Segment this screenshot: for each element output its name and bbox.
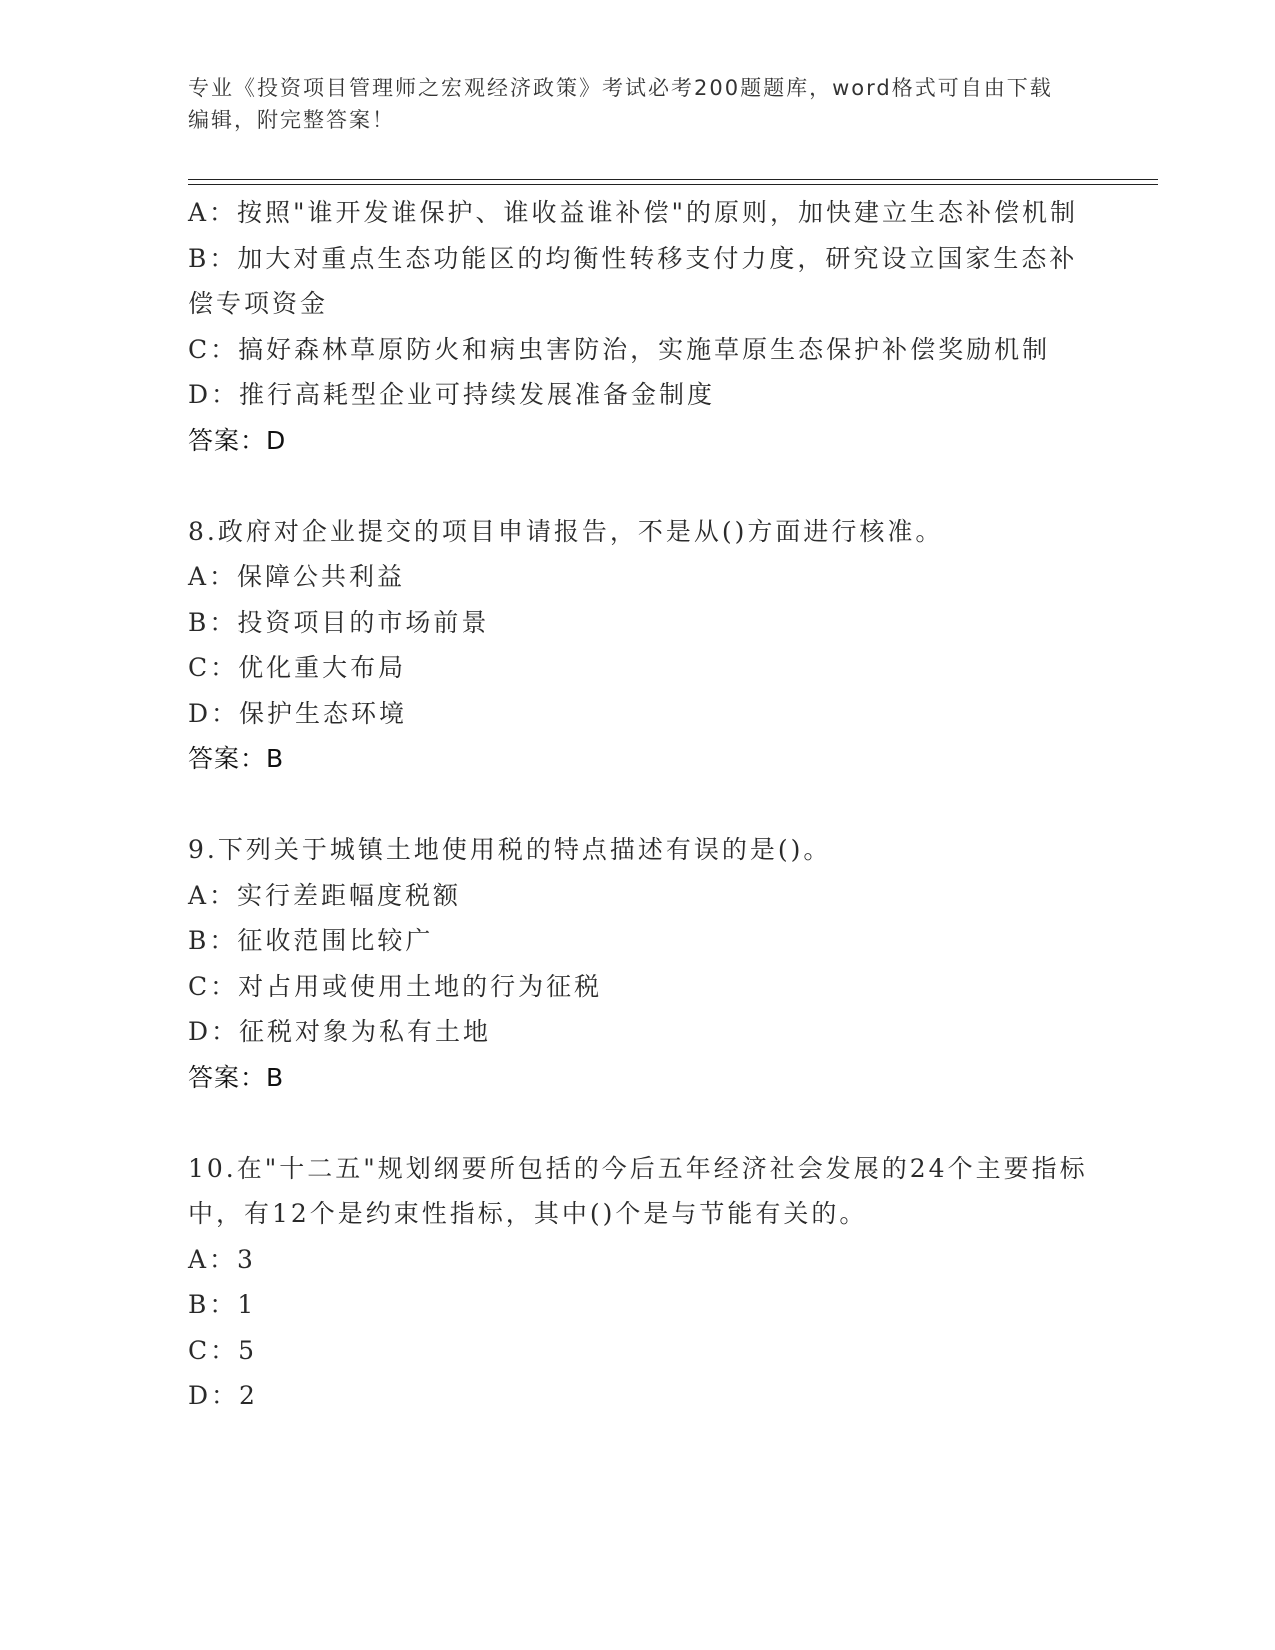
option-a: A：3 — [188, 1244, 256, 1274]
question-text: 10.在"十二五"规划纲要所包括的今后五年经济社会发展的24个主要指标中，有12个是约束性指标，其中()个是与节能有关的。 — [188, 1153, 1088, 1228]
option-b: B：投资项目的市场前景 — [188, 607, 490, 637]
option-c: C：5 — [188, 1335, 258, 1365]
header-divider-top — [188, 179, 1158, 180]
option-b: B：1 — [188, 1290, 257, 1319]
option-a: A：按照"谁开发谁保护、谁收益谁补偿"的原则，加快建立生态补偿机制 — [188, 198, 1079, 227]
answer: 答案：B — [188, 1062, 285, 1092]
option-a: A：实行差距幅度税额 — [188, 880, 462, 910]
option-a: A：保障公共利益 — [188, 562, 406, 591]
document-header — [188, 72, 1068, 136]
option-c: C：优化重大布局 — [188, 653, 407, 682]
question-9 — [188, 827, 1088, 1100]
header-divider-bottom — [188, 184, 1158, 185]
header-text: 专业《投资项目管理师之宏观经济政策》考试必考200题题库，word格式可自由下载编辑，附完整答案！ — [188, 76, 1053, 132]
option-b: B：加大对重点生态功能区的均衡性转移支付力度，研究设立国家生态补偿专项资金 — [188, 243, 1078, 318]
question-text: 9.下列关于城镇土地使用税的特点描述有误的是()。 — [188, 835, 832, 864]
option-d: D：推行高耗型企业可持续发展准备金制度 — [188, 380, 716, 409]
option-c: C：对占用或使用土地的行为征税 — [188, 971, 603, 1001]
question-10 — [188, 1146, 1088, 1419]
question-7 — [188, 190, 1088, 463]
option-d: D：2 — [188, 1381, 258, 1410]
option-c: C：搞好森林草原防火和病虫害防治，实施草原生态保护补偿奖励机制 — [188, 334, 1051, 364]
question-list — [188, 190, 1088, 1419]
option-b: B：征收范围比较广 — [188, 926, 434, 955]
option-d: D：征税对象为私有土地 — [188, 1017, 492, 1046]
question-text: 8.政府对企业提交的项目申请报告，不是从()方面进行核准。 — [188, 516, 944, 546]
spacer — [188, 782, 1088, 828]
spacer — [188, 1100, 1088, 1146]
option-d: D：保护生态环境 — [188, 698, 408, 728]
answer: 答案：D — [188, 425, 287, 455]
answer: 答案：B — [188, 744, 285, 773]
spacer — [188, 463, 1088, 509]
question-8 — [188, 509, 1088, 782]
